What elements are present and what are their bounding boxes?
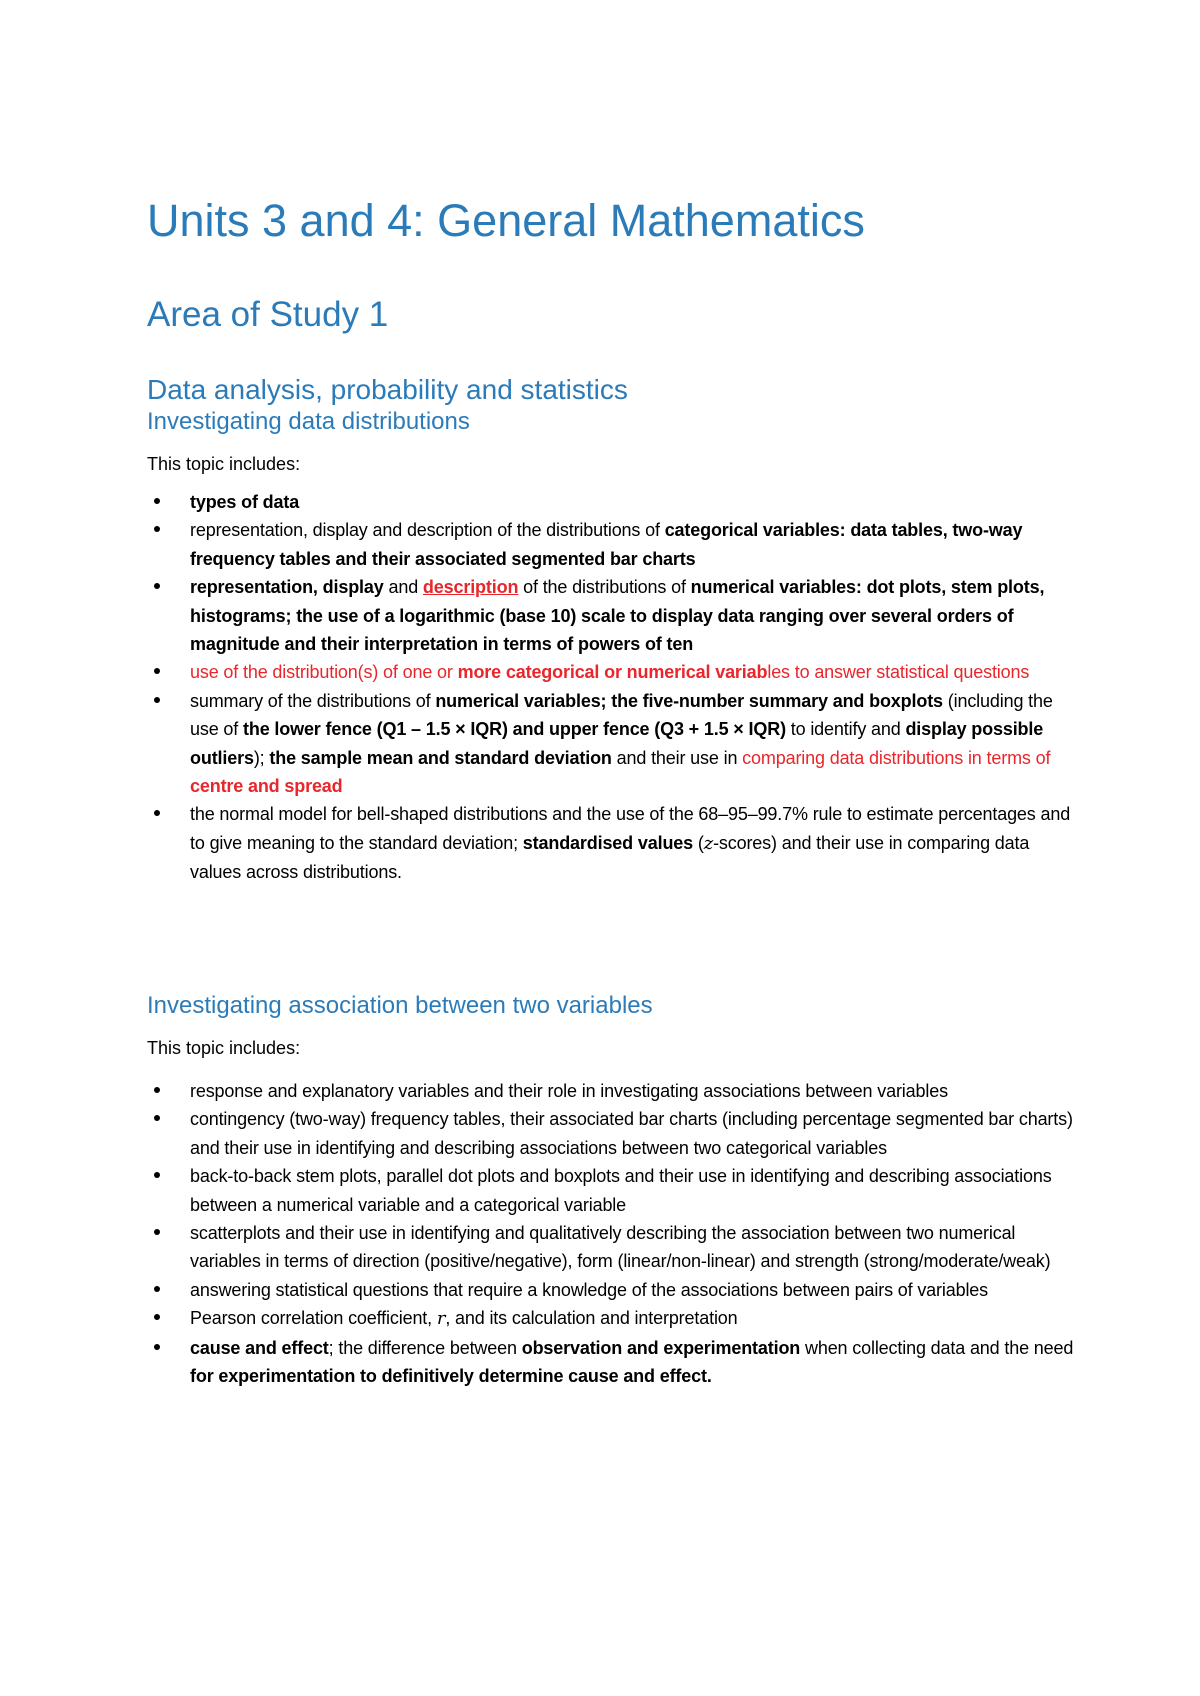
list-item: the normal model for bell-shaped distributions and the use of the 68–95–99.7% rule to estimate percentages and to give meaning to the standard deviation; standardised values (z-scores) and their use in comparing data values across distributions. [147,800,1077,886]
topic-list-association [147,1077,1077,1390]
bullet-icon [154,668,160,674]
bullet-icon [154,583,160,589]
bullet-icon [154,810,160,816]
bullet-icon [154,1286,160,1292]
list-item: cause and effect; the difference between observation and experimentation when collecting data and the need for experimentation to definitively determine cause and effect. [147,1334,1077,1391]
list-item: summary of the distributions of numerical variables; the five-number summary and boxplots (including the use of the lower fence (Q1 – 1.5 × IQR) and upper fence (Q3 + 1.5 × IQR) to identify and display possible outliers); the sample mean and standard deviation and their use in comparing data distributions in terms of centre and spread [147,687,1077,801]
list-item: use of the distribution(s) of one or more categorical or numerical variables to answer statistical questions [147,658,1077,686]
list-item: representation, display and description of the distributions of numerical variables: dot plots, stem plots, histograms; the use of a logarithmic (base 10) scale to display data ranging over several orders of magnitude and their interpretation in terms of powers of ten [147,573,1077,658]
list-item: types of data [147,488,1077,516]
list-item: Pearson correlation coefficient, r, and its calculation and interpretation [147,1304,1077,1333]
strand-heading: Data analysis, probability and statistics [147,374,628,405]
bullet-icon [154,1115,160,1121]
bullet-icon [154,1229,160,1235]
section-heading-association: Investigating association between two variables [147,992,653,1019]
list-item: contingency (two-way) frequency tables, their associated bar charts (including percentage segmented bar charts) and their use in identifying and describing associations between two categorical variables [147,1105,1077,1162]
section-heading-data-distributions: Investigating data distributions [147,408,470,435]
bullet-icon [154,1314,160,1320]
bullet-icon [154,697,160,703]
bullet-icon [154,1344,160,1350]
bullet-icon [154,1087,160,1093]
list-item: response and explanatory variables and their role in investigating associations between variables [147,1077,1077,1105]
list-item: representation, display and description of the distributions of categorical variables: data tables, two-way frequency tables and their associated segmented bar charts [147,516,1077,573]
list-item: answering statistical questions that require a knowledge of the associations between pairs of variables [147,1276,1077,1304]
document-title: Units 3 and 4: General Mathematics [147,195,865,246]
bullet-icon [154,526,160,532]
bullet-icon [154,1172,160,1178]
area-of-study-heading: Area of Study 1 [147,295,389,334]
highlighted-term: description [422,577,519,598]
section-intro: This topic includes: [147,454,301,474]
topic-list-data-distributions [147,488,1077,887]
bullet-icon [154,498,160,504]
list-item: scatterplots and their use in identifying and qualitatively describing the association between two numerical variables in terms of direction (positive/negative), form (linear/non-linear) and strength (strong/moderate/weak) [147,1219,1077,1276]
list-item: back-to-back stem plots, parallel dot plots and boxplots and their use in identifying and describing associations between a numerical variable and a categorical variable [147,1162,1077,1219]
section-intro: This topic includes: [147,1038,301,1058]
